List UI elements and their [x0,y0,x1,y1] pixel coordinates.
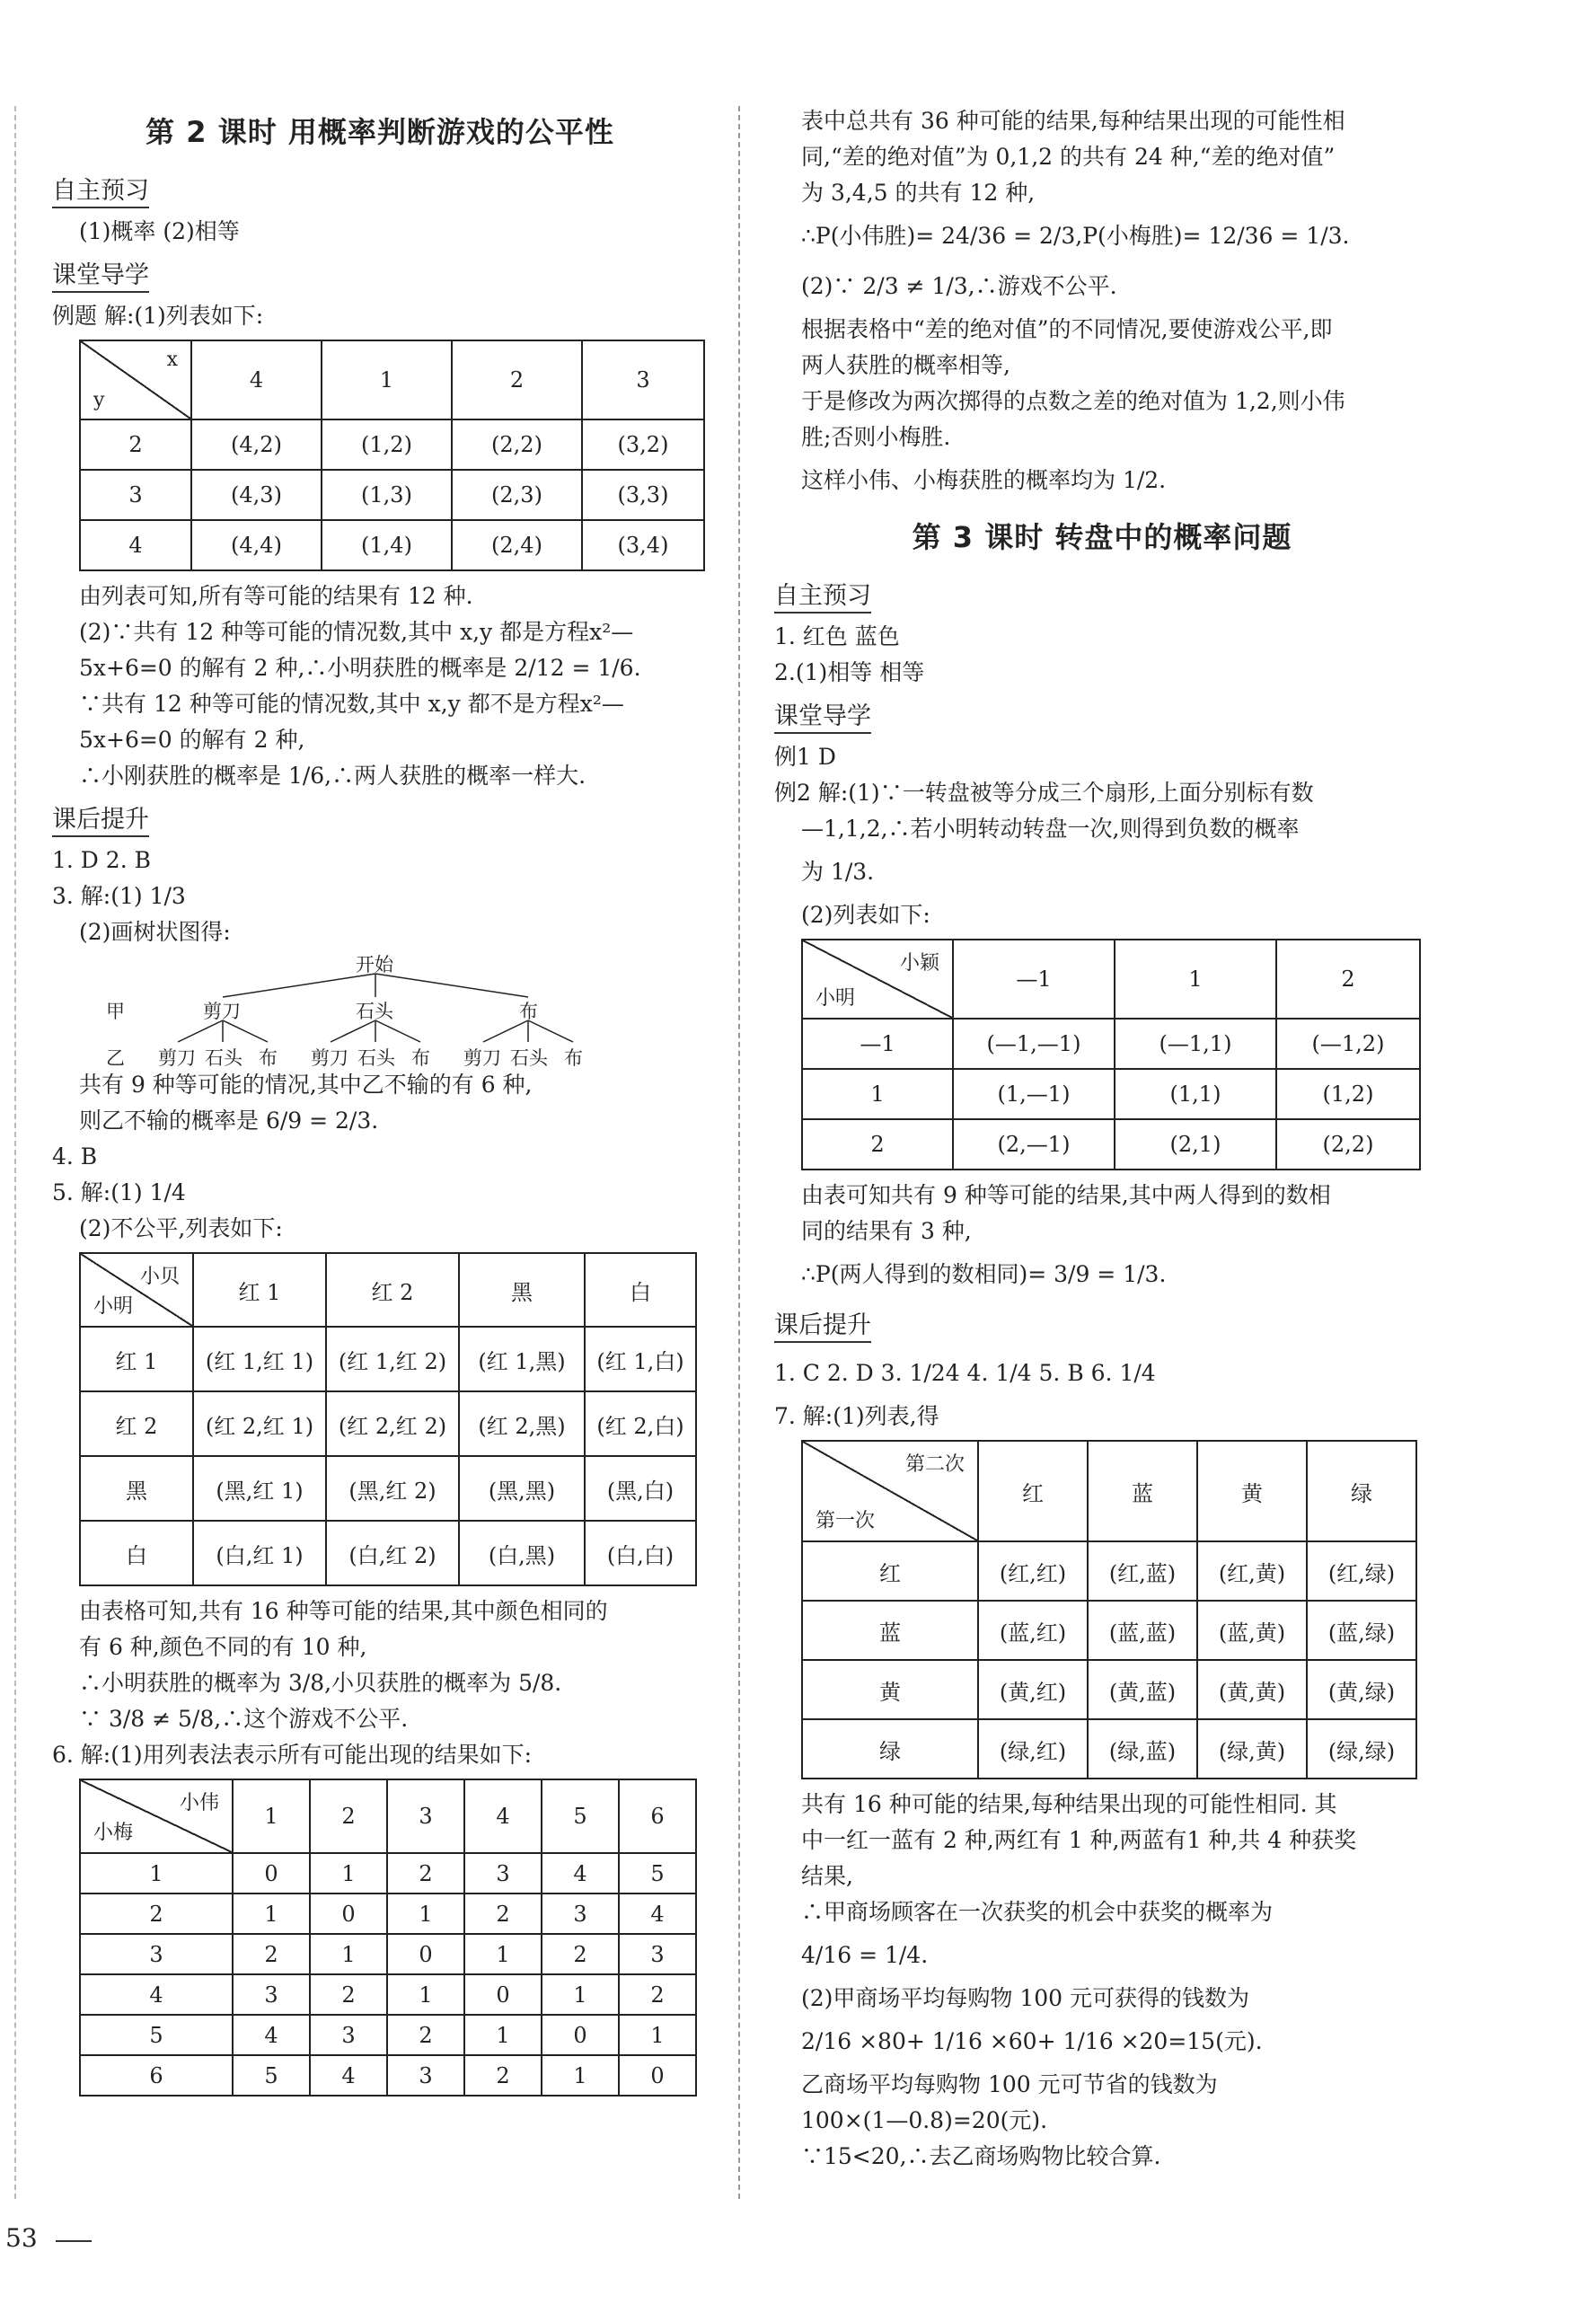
right-column [774,103,1430,2175]
tree-node: 布 [519,1001,538,1022]
text-line: 由表可知共有 9 种等可能的结果,其中两人得到的数相 [801,1182,1331,1208]
table-header: 1 [1115,940,1276,1019]
text-line: 有 6 种,颜色不同的有 10 种, [79,1634,367,1660]
table-row: 3 (4,3) (1,3) (2,3) (3,3) [80,470,704,520]
text-line: 例1 D [774,744,836,770]
text-line: 乙商场平均每购物 100 元可节省的钱数为 [801,2071,1218,2097]
table-header: 黑 [459,1253,585,1327]
table-header: 2 [310,1779,387,1853]
column-divider [738,106,740,2199]
text-line: 4/16 = 1/4. [801,1942,929,1968]
text-line: ∴小明获胜的概率为 3/8,小贝获胜的概率为 5/8. [79,1670,562,1696]
table-row: 绿 (绿,红) (绿,蓝) (绿,黄) (绿,绿) [802,1719,1416,1779]
text-line: 两人获胜的概率相等, [801,352,1010,378]
table-row: 黑 (黑,红 1) (黑,红 2) (黑,黑) (黑,白) [80,1456,696,1521]
tree-node: 石头 [510,1047,548,1069]
text-line: 1. D 2. B [52,847,151,873]
table-row: 1 (1,—1) (1,1) (1,2) [802,1069,1420,1119]
left-margin-line [14,106,16,2199]
text-line: 共有 9 种等可能的情况,其中乙不输的有 6 种, [79,1072,533,1098]
tree-diagram [79,950,708,1067]
table-header: 红 2 [326,1253,459,1327]
table-header: 1 [322,340,452,419]
table-row: 蓝 (蓝,红) (蓝,蓝) (蓝,黄) (蓝,绿) [802,1601,1416,1660]
table-row: —1 (—1,—1) (—1,1) (—1,2) [802,1019,1420,1069]
text-line: ∵15<20,∴去乙商场购物比较合算. [801,2143,1161,2169]
lesson-title: 第 3 课时 转盘中的概率问题 [912,520,1292,554]
tree-node: 石头 [357,1047,395,1069]
table-row: 5 4 3 2 1 0 1 [80,2015,696,2055]
table-header: 3 [387,1779,464,1853]
text-line: 由列表可知,所有等可能的结果有 12 种. [79,583,473,609]
table-row: 1 0 1 2 3 4 5 [80,1853,696,1894]
text-line: 结果, [801,1863,853,1889]
tree-node: 剪刀 [311,1047,348,1069]
tree-node: 布 [259,1047,278,1069]
text-line: ∵共有 12 种等可能的情况数,其中 x,y 都不是方程x²— [79,691,624,717]
text-line: (2)甲商场平均每购物 100 元可获得的钱数为 [801,1985,1250,2011]
text-line: 100×(1—0.8)=20(元). [801,2107,1048,2133]
section-heading: 自主预习 [774,576,871,614]
text-line: 于是修改为两次掷得的点数之差的绝对值为 1,2,则小伟 [801,388,1345,414]
text-line: 1. 红色 蓝色 [774,623,900,649]
table-row: 黄 (黄,红) (黄,蓝) (黄,黄) (黄,绿) [802,1660,1416,1719]
text-line: 同的结果有 3 种, [801,1218,972,1244]
text-line: 共有 16 种可能的结果,每种结果出现的可能性相同. 其 [801,1791,1337,1817]
section-heading: 课后提升 [774,1305,871,1343]
table-header: 蓝 [1088,1441,1197,1541]
table-corner: 第二次 第一次 [802,1441,978,1541]
text-line: 为 1/3. [801,859,875,885]
text-line: 5x+6=0 的解有 2 种, [79,727,305,753]
text-line: 例题 解:(1)列表如下: [52,303,264,329]
text-line: 胜;否则小梅胜. [801,424,951,450]
table-prize [801,1440,1417,1779]
page-number: 53 [5,2223,38,2253]
text-line: (1)概率 (2)相等 [79,218,240,244]
text-line: (2)不公平,列表如下: [79,1215,283,1241]
text-line: 5. 解:(1) 1/4 [52,1179,186,1205]
tree-label: 乙 [106,1047,125,1069]
section-heading: 课后提升 [52,799,149,837]
table-corner: 小伟 小梅 [80,1779,233,1853]
table-header: 3 [582,340,704,419]
section-heading: 自主预习 [52,171,149,208]
tree-node: 石头 [356,1001,393,1022]
table-xy [79,340,705,571]
table-header: 6 [619,1779,696,1853]
text-line: 7. 解:(1)列表,得 [774,1403,939,1429]
text-line: (2)列表如下: [801,902,930,928]
text-line: ∴小刚获胜的概率是 1/6,∴两人获胜的概率一样大. [79,763,586,789]
text-line: 3. 解:(1) 1/3 [52,883,186,909]
tree-node: 剪刀 [203,1001,241,1022]
text-line: 中一红一蓝有 2 种,两红有 1 种,两蓝有1 种,共 4 种获奖 [801,1827,1357,1853]
table-row: 3 2 1 0 1 2 3 [80,1934,696,1974]
section-heading: 课堂导学 [52,255,149,293]
table-dice [79,1779,697,2097]
table-header: —1 [953,940,1115,1019]
text-line: ∵ 3/8 ≠ 5/8,∴这个游戏不公平. [79,1706,409,1732]
tree-node: 布 [411,1047,430,1069]
table-header: 红 1 [193,1253,326,1327]
table-header: 2 [1276,940,1420,1019]
table-row: 4 (4,4) (1,4) (2,4) (3,4) [80,520,704,570]
lesson-title: 第 2 课时 用概率判断游戏的公平性 [145,115,614,149]
table-header: 4 [464,1779,542,1853]
table-header: 绿 [1307,1441,1416,1541]
tree-node: 剪刀 [463,1047,501,1069]
tree-node: 开始 [356,954,393,975]
text-line: 由表格可知,共有 16 种等可能的结果,其中颜色相同的 [79,1598,608,1624]
text-line: ∴P(小伟胜)= 24/36 = 2/3,P(小梅胜)= 12/36 = 1/3. [801,223,1350,249]
table-row: 6 5 4 3 2 1 0 [80,2055,696,2096]
text-line: 根据表格中“差的绝对值”的不同情况,要使游戏公平,即 [801,316,1333,342]
table-row: 2 (2,—1) (2,1) (2,2) [802,1119,1420,1170]
table-row: 4 3 2 1 0 1 2 [80,1974,696,2015]
tree-node: 石头 [205,1047,242,1069]
table-row: 红 (红,红) (红,蓝) (红,黄) (红,绿) [802,1541,1416,1601]
text-line: 5x+6=0 的解有 2 种,∴小明获胜的概率是 2/12 = 1/6. [79,655,641,681]
page-number-rule [56,2240,92,2242]
table-corner: 小贝 小明 [80,1253,193,1327]
text-line: ∴甲商场顾客在一次获奖的机会中获奖的概率为 [801,1899,1274,1925]
text-line: (2)∵共有 12 种等可能的情况数,其中 x,y 都是方程x²— [79,619,634,645]
text-line: 同,“差的绝对值”为 0,1,2 的共有 24 种,“差的绝对值” [801,144,1336,170]
table-header: 红 [978,1441,1088,1541]
text-line: ∴P(两人得到的数相同)= 3/9 = 1/3. [801,1261,1167,1287]
table-header: 4 [191,340,322,419]
text-line: 表中总共有 36 种可能的结果,每种结果出现的可能性相 [801,108,1345,134]
table-corner: x y [80,340,191,419]
left-column [52,106,708,2104]
text-line: 6. 解:(1)用列表法表示所有可能出现的结果如下: [52,1742,533,1768]
table-corner: 小颖 小明 [802,940,953,1019]
text-line: 例2 解:(1)∵一转盘被等分成三个扇形,上面分别标有数 [774,780,1314,806]
table-colors [79,1252,697,1586]
text-line: (2)∵ 2/3 ≠ 1/3,∴游戏不公平. [801,273,1117,299]
table-row: 2 1 0 1 2 3 4 [80,1894,696,1934]
text-line: 则乙不输的概率是 6/9 = 2/3. [79,1108,379,1134]
table-spinner [801,939,1421,1170]
text-line: 4. B [52,1143,98,1170]
table-header: 白 [585,1253,696,1327]
table-row: 白 (白,红 1) (白,红 2) (白,黑) (白,白) [80,1521,696,1585]
text-line: 这样小伟、小梅获胜的概率均为 1/2. [801,467,1167,493]
table-header: 黄 [1197,1441,1307,1541]
table-row: 红 1 (红 1,红 1) (红 1,红 2) (红 1,黑) (红 1,白) [80,1327,696,1391]
text-line: 1. C 2. D 3. 1/24 4. 1/4 5. B 6. 1/4 [774,1360,1156,1386]
table-row: 2 (4,2) (1,2) (2,2) (3,2) [80,419,704,470]
text-line: 2.(1)相等 相等 [774,659,925,685]
text-line: 为 3,4,5 的共有 12 种, [801,180,1036,206]
tree-node: 布 [564,1047,583,1069]
table-row: 红 2 (红 2,红 1) (红 2,红 2) (红 2,黑) (红 2,白) [80,1391,696,1456]
section-heading: 课堂导学 [774,696,871,734]
table-header: 5 [542,1779,619,1853]
table-header: 1 [233,1779,310,1853]
table-header: 2 [452,340,582,419]
tree-label: 甲 [106,1001,125,1022]
tree-node: 剪刀 [158,1047,196,1069]
text-line: —1,1,2,∴若小明转动转盘一次,则得到负数的概率 [801,816,1300,842]
text-line: (2)画树状图得: [79,919,231,945]
text-line: 2/16 ×80+ 1/16 ×60+ 1/16 ×20=15(元). [801,2028,1263,2054]
